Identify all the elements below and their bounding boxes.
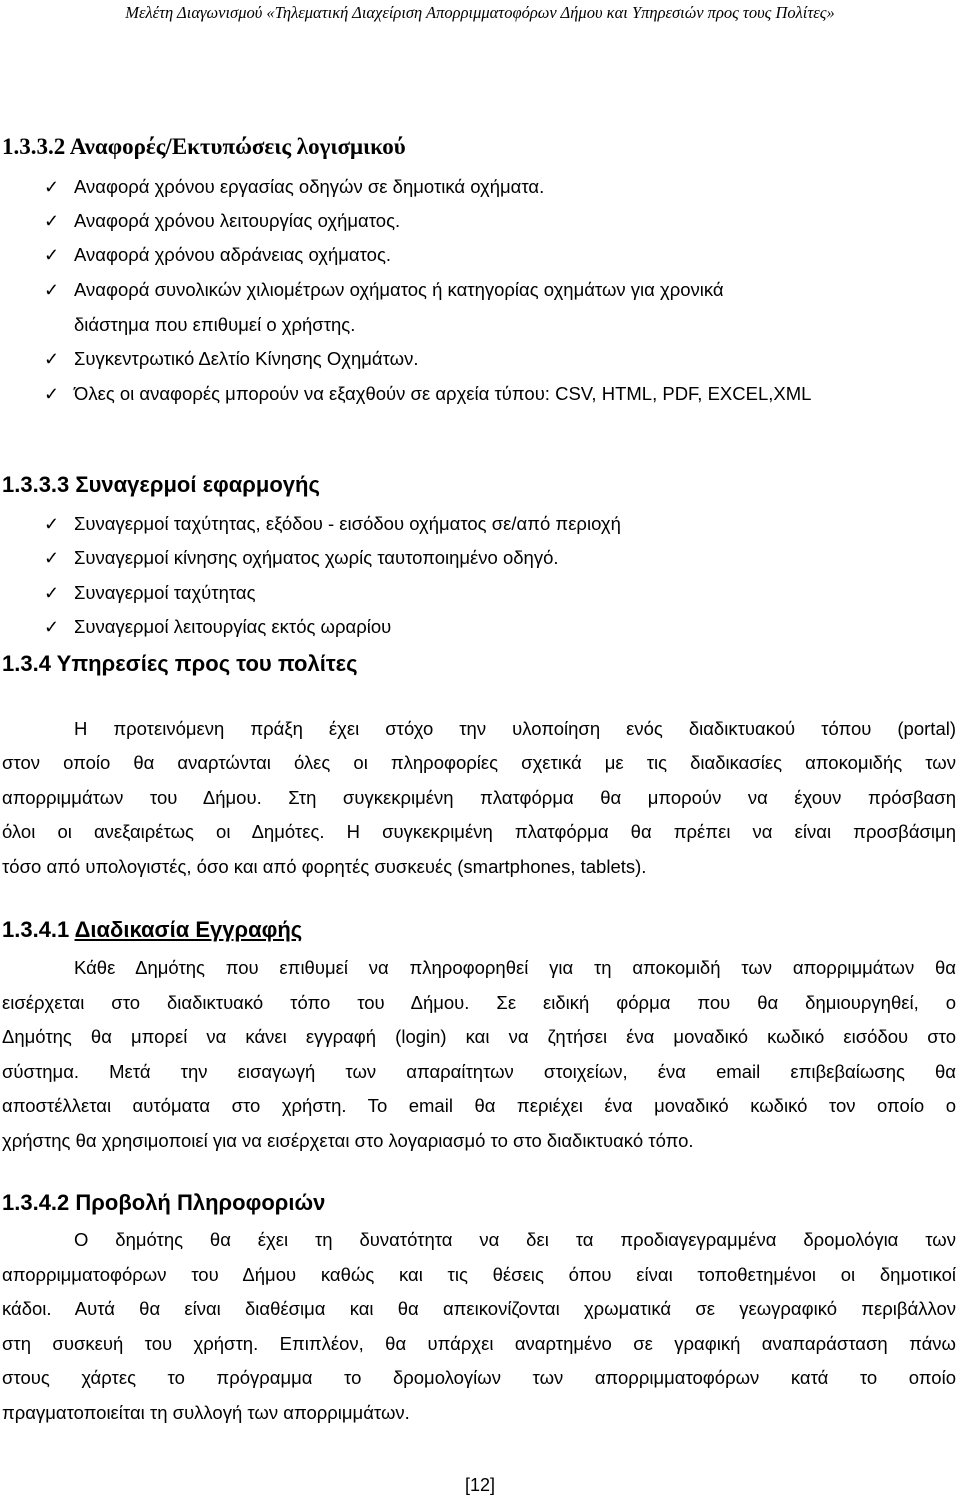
checkmark-icon: ✓	[44, 349, 60, 369]
heading-alarms: 1.3.3.3 Συναγερμοί εφαρμογής	[2, 472, 320, 497]
list-item: ✓ Όλες οι αναφορές μπορούν να εξαχθούν σε αρχεία τύπου: CSV, HTML, PDF, EXCEL,XML	[44, 383, 812, 404]
checkmark-icon: ✓	[44, 280, 60, 300]
list-item: ✓ Αναφορά χρόνου λειτουργίας οχήματος.	[44, 210, 401, 231]
paragraph-line: απορριμματοφόρων του Δήμου καθώς και τις θέσεις όπου είναι τοποθετημένοι οι δημοτικοί	[2, 1264, 956, 1285]
paragraph-line: Ο δημότης θα έχει τη δυνατότητα να δει τα προδιαγεγραμμένα δρομολόγια των	[74, 1229, 956, 1250]
paragraph-line: στη συσκευή του χρήστη. Επιπλέον, θα υπάρχει αναρτημένο σε γραφική αναπαράσταση πάνω	[2, 1333, 956, 1354]
heading-registration: 1.3.4.1 Διαδικασία Εγγραφής	[2, 917, 303, 942]
list-item-continuation: διάστημα που επιθυμεί ο χρήστης.	[74, 314, 356, 335]
checkmark-icon: ✓	[44, 583, 60, 603]
list-item: ✓ Συγκεντρωτικό Δελτίο Κίνησης Οχημάτων.	[44, 348, 419, 369]
paragraph-line: απορριμμάτων του Δήμου. Στη συγκεκριμένη πλατφόρμα θα μπορούν να έχουν πρόσβαση	[2, 787, 956, 808]
paragraph-line: Δημότης θα μπορεί να κάνει εγγραφή (login) και να ζητήσει ένα μοναδικό κωδικό εισόδου στο	[2, 1026, 956, 1047]
paragraph-line: στον οποίο θα αναρτώνται όλες οι πληροφορίες σχετικά με τις διαδικασίες αποκομιδής των	[2, 752, 956, 773]
paragraph-line: χρήστης θα χρησιμοποιεί για να εισέρχεται στο λογαριασμό το στο διαδικτυακό τόπο.	[2, 1130, 694, 1151]
heading-reports: 1.3.3.2 Αναφορές/Εκτυπώσεις λογισμικού	[2, 134, 406, 159]
paragraph-line: στους χάρτες το πρόγραμμα το δρομολογίων των απορριμματοφόρων κατά το οποίο	[2, 1367, 956, 1388]
list-item: ✓ Συναγερμοί λειτουργίας εκτός ωραρίου	[44, 616, 392, 637]
list-item: ✓ Αναφορά χρόνου αδράνειας οχήματος.	[44, 244, 392, 265]
checkmark-icon: ✓	[44, 177, 60, 197]
checkmark-icon: ✓	[44, 617, 60, 637]
paragraph-line: πραγματοποιείται τη συλλογή των απορριμμάτων.	[2, 1402, 410, 1423]
page-number: [12]	[464, 1475, 496, 1495]
paragraph-line: εισέρχεται στο διαδικτυακό τόπο του Δήμου. Σε ειδική φόρμα που θα δημιουργηθεί, ο	[2, 992, 956, 1013]
checkmark-icon: ✓	[44, 514, 60, 534]
paragraph-line: κάδοι. Αυτά θα είναι διαθέσιμα και θα απεικονίζονται χρωματικά σε γεωγραφικό περιβάλλον	[2, 1298, 956, 1319]
list-item: ✓ Συναγερμοί κίνησης οχήματος χωρίς ταυτοποιημένο οδηγό.	[44, 547, 559, 568]
document-header: Μελέτη Διαγωνισμού «Τηλεματική Διαχείριση Απορριμματοφόρων Δήμου και Υπηρεσιών προς τους Πολίτες»	[125, 3, 835, 22]
paragraph-line: Η προτεινόμενη πράξη έχει στόχο την υλοποίηση ενός διαδικτυακού τόπου (portal)	[74, 718, 956, 739]
heading-citizen-services: 1.3.4 Υπηρεσίες προς του πολίτες	[2, 651, 358, 676]
checkmark-icon: ✓	[44, 245, 60, 265]
paragraph-line: όλοι οι ανεξαιρέτως οι Δημότες. Η συγκεκριμένη πλατφόρμα θα πρέπει να είναι προσβάσιμη	[2, 821, 956, 842]
checkmark-icon: ✓	[44, 384, 60, 404]
heading-information-display: 1.3.4.2 Προβολή Πληροφοριών	[2, 1190, 326, 1215]
paragraph-line: Κάθε Δημότης που επιθυμεί να πληροφορηθεί για τη αποκομιδή των απορριμμάτων θα	[74, 957, 956, 978]
checkmark-icon: ✓	[44, 211, 60, 231]
list-item: ✓ Αναφορά χρόνου εργασίας οδηγών σε δημοτικά οχήματα.	[44, 176, 545, 197]
checkmark-icon: ✓	[44, 548, 60, 568]
list-item: ✓ Συναγερμοί ταχύτητας	[44, 582, 256, 603]
paragraph-line: τόσο από υπολογιστές, όσο και από φορητές συσκευές (smartphones, tablets).	[2, 856, 647, 877]
list-item: ✓ Αναφορά συνολικών χιλιομέτρων οχήματος ή κατηγορίας οχημάτων για χρονικά	[44, 279, 724, 300]
paragraph-line: αποστέλλεται αυτόματα στο χρήστη. Το email θα περιέχει ένα μοναδικό κωδικό τον οποίο ο	[2, 1095, 956, 1116]
paragraph-line: σύστημα. Μετά την εισαγωγή των απαραίτητων στοιχείων, ένα email επιβεβαίωσης θα	[2, 1061, 956, 1082]
list-item: ✓ Συναγερμοί ταχύτητας, εξόδου - εισόδου οχήματος σε/από περιοχή	[44, 513, 621, 534]
